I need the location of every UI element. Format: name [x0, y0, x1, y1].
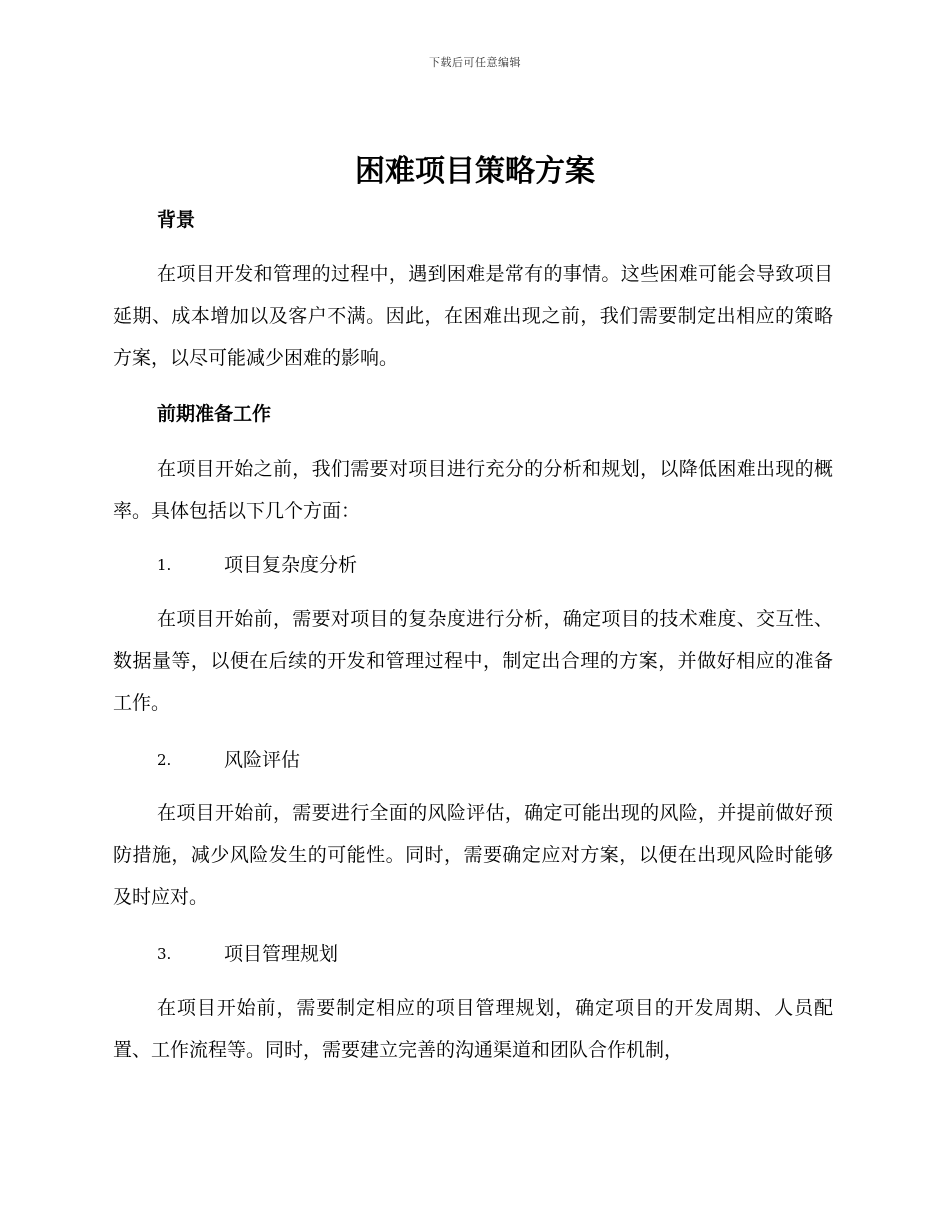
paragraph-item-3: 在项目开始前，需要制定相应的项目管理规划，确定项目的开发周期、人员配置、工作流程等。同时，需要建立完善的沟通渠道和团队合作机制， [113, 997, 833, 1061]
list-item-3 [157, 942, 757, 966]
paragraph-item-2: 在项目开始前，需要进行全面的风险评估，确定可能出现的风险，并提前做好预防措施，减少风险发生的可能性。同时，需要确定应对方案，以便在出现风险时能够及时应对。 [113, 802, 833, 908]
list-label: 风险评估 [224, 749, 301, 771]
list-label: 项目复杂度分析 [224, 554, 358, 576]
list-number: 1. [157, 556, 172, 574]
list-number: 2. [157, 751, 172, 769]
paragraph-item-1: 在项目开始前，需要对项目的复杂度进行分析，确定项目的技术难度、交互性、数据量等，以便在后续的开发和管理过程中，制定出合理的方案，并做好相应的准备工作。 [113, 608, 833, 714]
list-item-2 [157, 748, 757, 772]
paragraph-preparation-intro: 在项目开始之前，我们需要对项目进行充分的分析和规划，以降低困难出现的概率。具体包括以下几个方面： [113, 458, 833, 522]
list-number: 3. [157, 945, 172, 963]
list-item-1 [157, 553, 757, 577]
list-label: 项目管理规划 [224, 943, 339, 965]
paragraph-background: 在项目开发和管理的过程中，遇到困难是常有的事情。这些困难可能会导致项目延期、成本增加以及客户不满。因此，在困难出现之前，我们需要制定出相应的策略方案，以尽可能减少困难的影响。 [113, 263, 833, 369]
document-title: 困难项目策略方案 [355, 154, 595, 189]
section-heading-preparation: 前期准备工作 [157, 403, 272, 425]
section-heading-background: 背景 [157, 209, 196, 231]
header-note: 下载后可任意编辑 [429, 56, 521, 69]
